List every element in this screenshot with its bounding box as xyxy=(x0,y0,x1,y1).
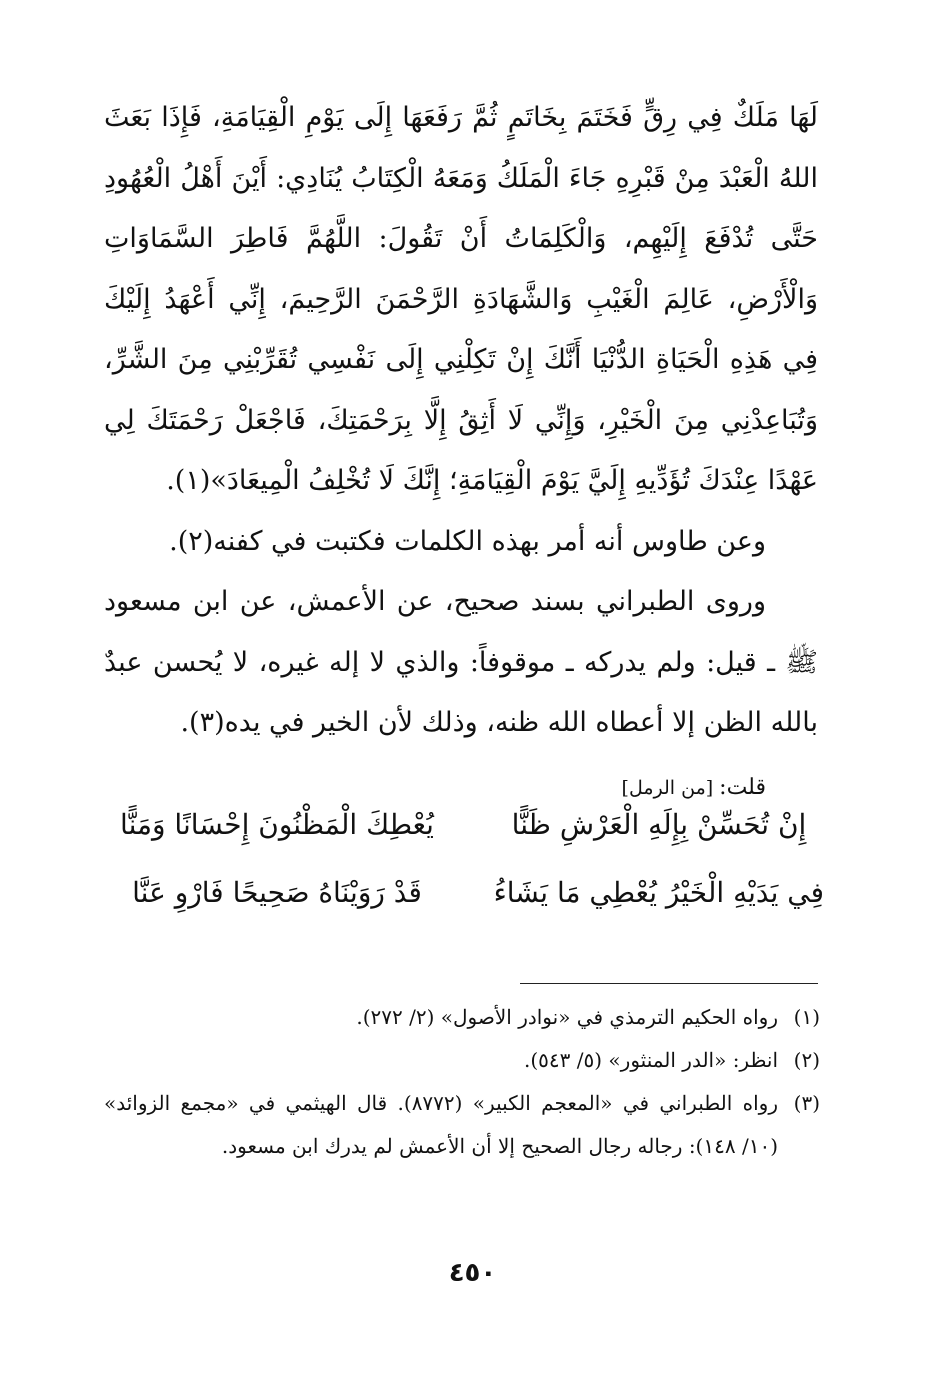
page-number: ٤٥٠ xyxy=(448,1258,497,1288)
footnote-text: رواه الطبراني في «المعجم الكبير» (٨٧٧٢). قال الهيثمي في «مجمع الزوائد» (١٠/ ١٤٨): رجاله رجال الصحيح إلا أن الأعمش لم يدرك ابن مسعود. xyxy=(104,1091,778,1158)
verse-first-hemistich: إِنْ تُحَسِّنْ بِإِلَهِ الْعَرْشِ ظَنًّا xyxy=(511,808,807,841)
footnote xyxy=(104,996,820,1039)
footnote xyxy=(104,1082,820,1168)
paragraph-3: وروى الطبراني بسند صحيح، عن الأعمش، عن ابن مسعود ﷺ ـ قيل: ولم يدركه ـ موقوفاً: والذي لا إله غيره، لا يُحسن عبدٌ بالله الظن إلا أعطاه الله ظنه، وذلك لأن الخير في يده(٣). xyxy=(104,586,818,738)
footnote xyxy=(104,1039,820,1082)
paragraph-1: لَهَا مَلَكٌ فِي رِقٍّ فَخَتَمَ بِخَاتَمٍ ثُمَّ رَفَعَهَا إِلَى يَوْمِ الْقِيَامَةِ، فَإِذَا بَعَثَ اللهُ الْعَبْدَ مِنْ قَبْرِهِ جَاءَ الْمَلَكُ وَمَعَهُ الْكِتَابُ يُنَادِي: أَيْنَ أَهْلُ الْعُهُودِ حَتَّى تُدْفَعَ إِلَيْهِم، وَالْكَلِمَاتُ أَنْ تَقُولَ: اللَّهُمَّ فَاطِرَ السَّمَاوَاتِ وَالْأَرْضِ، عَالِمَ الْغَيْبِ وَالشَّهَادَةِ الرَّحْمَنَ الرَّحِيمَ، إِنِّي أَعْهَدُ إِلَيْكَ فِي هَذِهِ الْحَيَاةِ الدُّنْيَا أَنَّكَ إِنْ تَكِلْنِي إِلَى نَفْسِي تُقَرِّبْنِي مِنَ الشَّرِّ، وَتُبَاعِدْنِي مِنَ الْخَيْرِ، وَإِنِّي لَا أَثِقُ إِلَّا بِرَحْمَتِكَ، فَاجْعَلْ رَحْمَتَكَ لِي عَهْدًا عِنْدَكَ تُؤَدِّيهِ إِلَيَّ يَوْمَ الْقِيَامَةِ؛ إِنَّكَ لَا تُخْلِفُ الْمِيعَادَ»(١). xyxy=(104,102,818,496)
verse-line xyxy=(112,808,824,876)
verse-first-hemistich: فِي يَدَيْهِ الْخَيْرُ يُعْطِي مَا يَشَاءُ xyxy=(493,876,824,909)
footnotes xyxy=(104,996,820,1168)
verse-second-hemistich: قَدْ رَوَيْنَاهُ صَحِيحًا فَارْوِ عَنَّا xyxy=(132,876,422,909)
footnote-number: (٣) xyxy=(793,1091,820,1115)
footnote-text: رواه الحكيم الترمذي في «نوادر الأصول» (٢/ ٢٧٢). xyxy=(356,1005,778,1029)
footnote-text: انظر: «الدر المنثور» (٥/ ٥٤٣). xyxy=(524,1048,778,1072)
footnote-number: (١) xyxy=(793,1005,820,1029)
paragraph-2: وعن طاوس أنه أمر بهذه الكلمات فكتبت في كفنه(٢). xyxy=(169,525,766,557)
main-text xyxy=(104,88,818,818)
verse-second-hemistich: يُعْطِكَ الْمَظْنُونَ إِحْسَانًا وَمَنًّا xyxy=(120,808,434,841)
poetry-verses xyxy=(112,808,824,944)
footnote-separator xyxy=(520,983,818,984)
footnote-number: (٢) xyxy=(793,1048,820,1072)
verse-line xyxy=(112,876,824,944)
verse-meter: [من الرمل] xyxy=(621,776,714,799)
verse-intro-label: قلت: xyxy=(719,774,766,800)
